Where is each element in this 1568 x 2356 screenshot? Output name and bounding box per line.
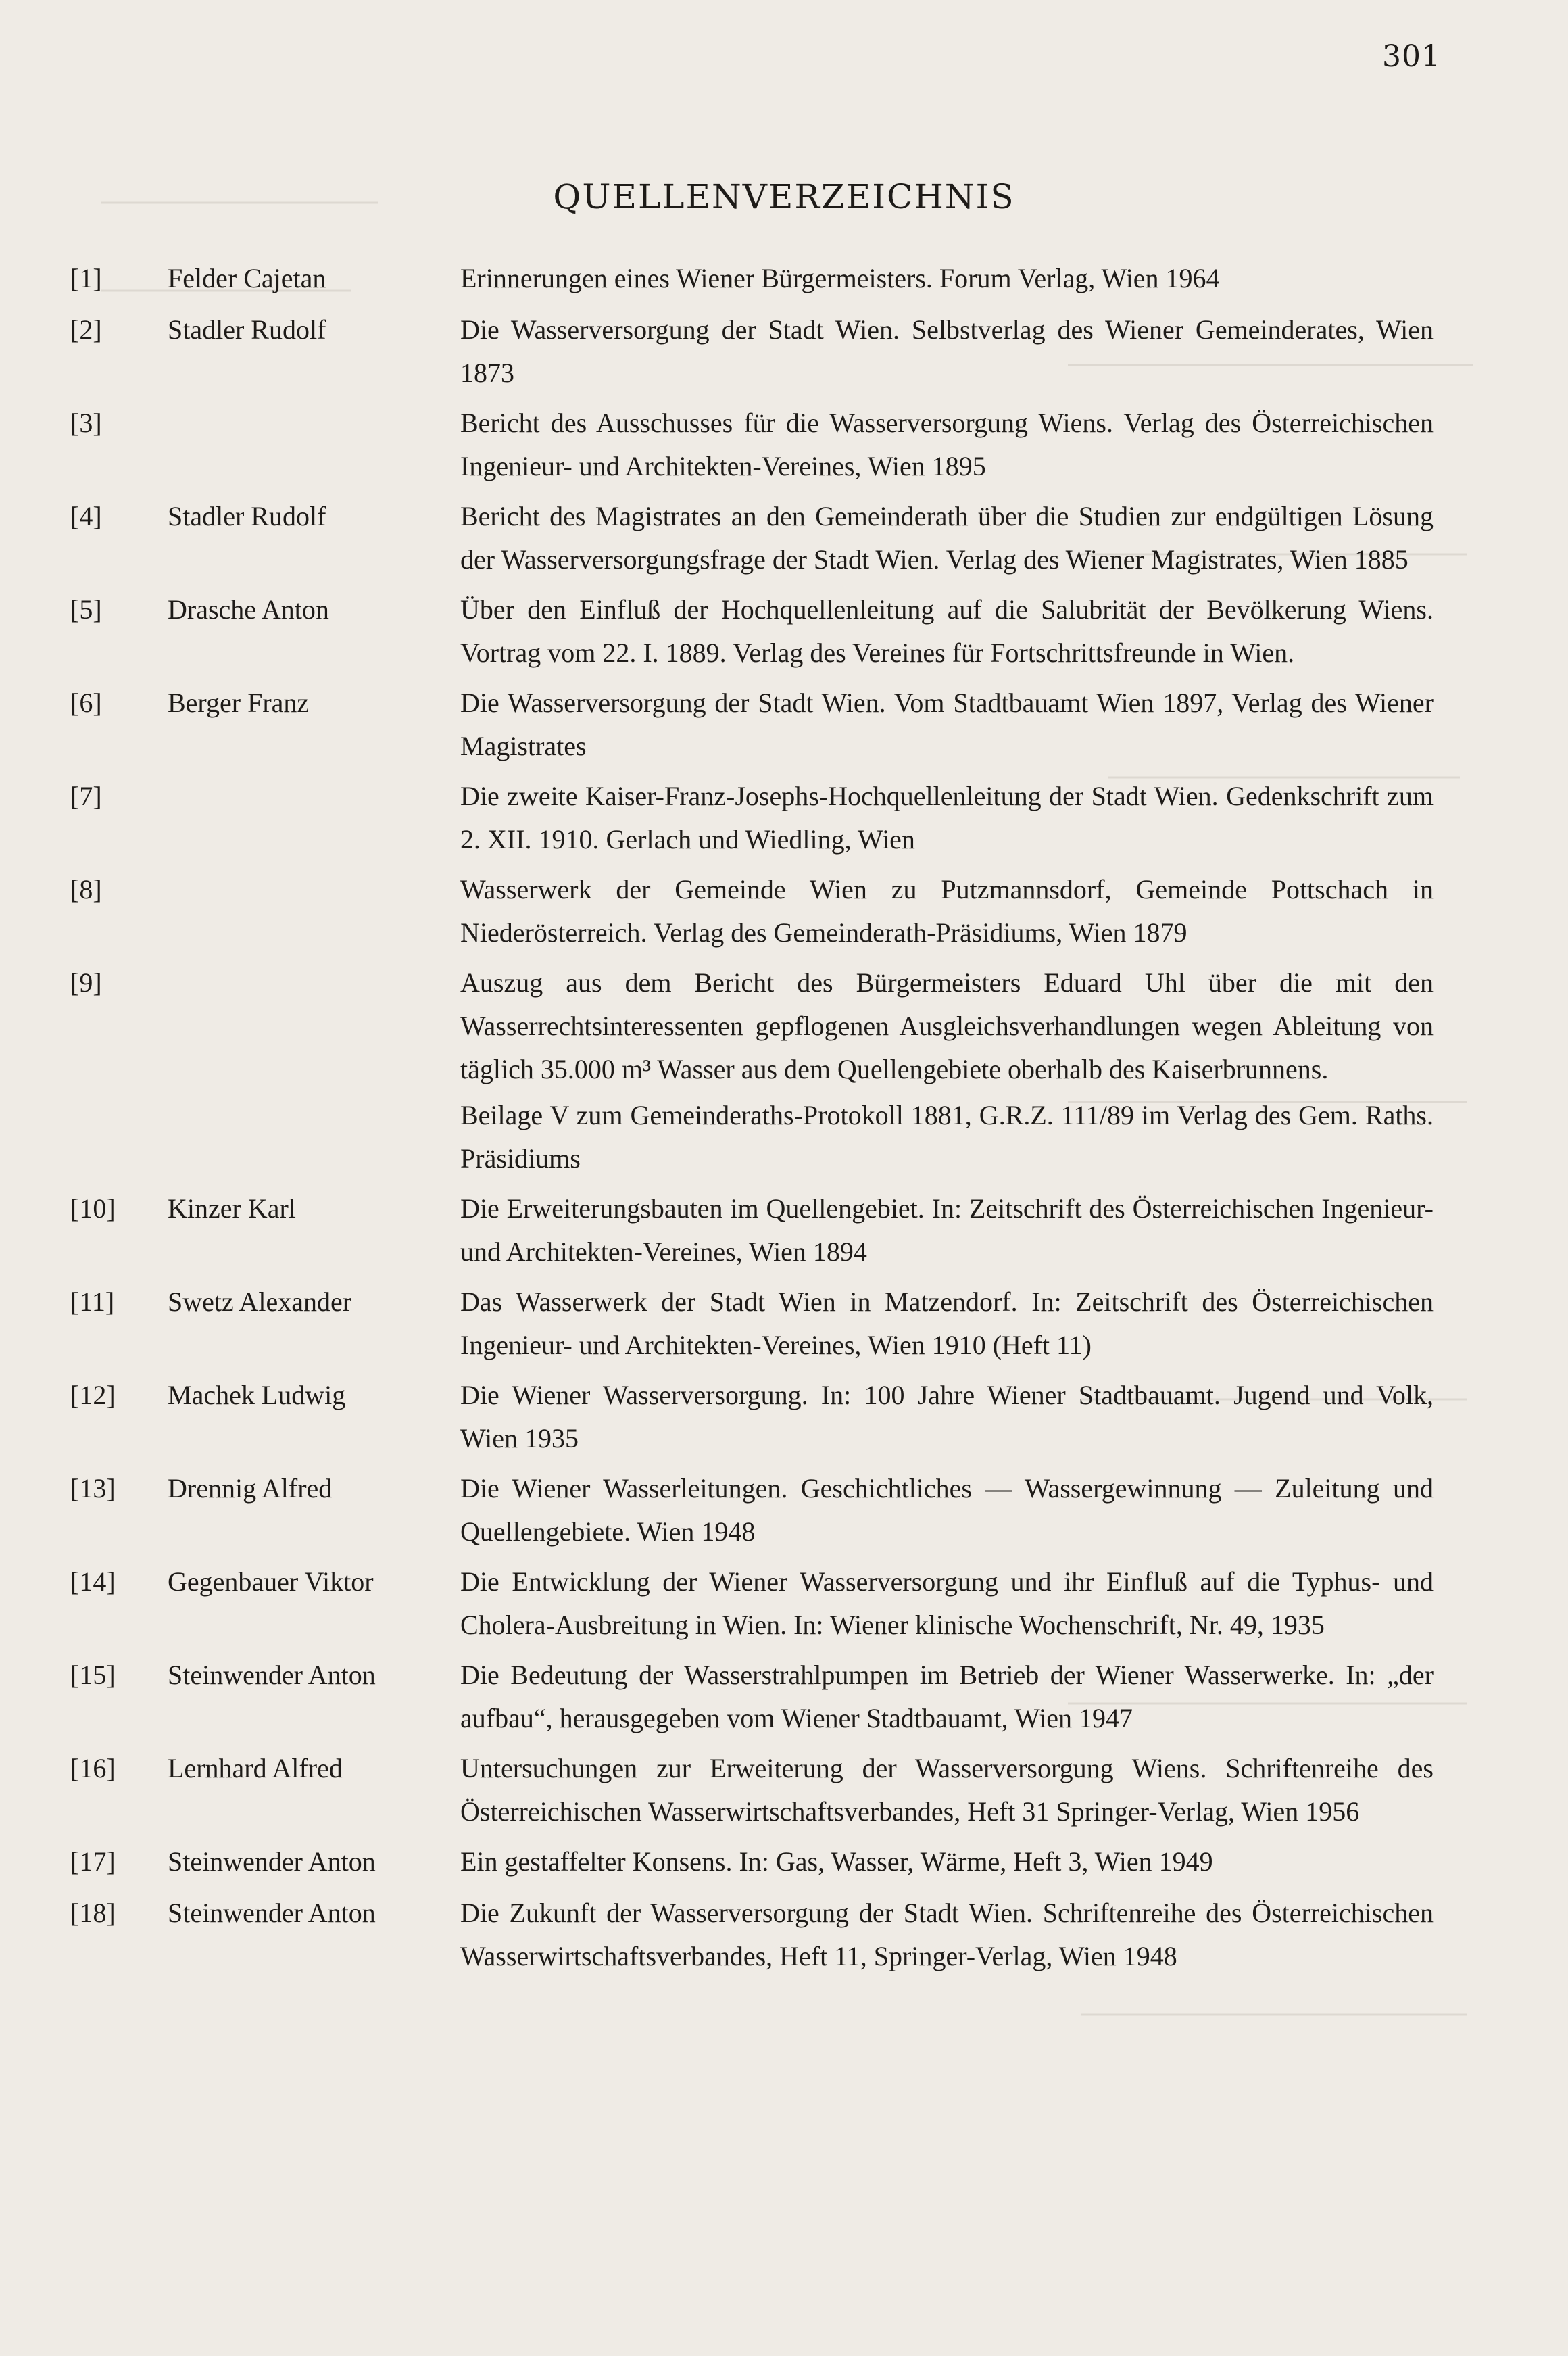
reference-author: Drasche Anton — [168, 594, 329, 625]
reference-text: Die Wiener Wasserversorgung. In: 100 Jahre Wiener Stadtbauamt. Jugend und Volk, Wien 1935 — [460, 1380, 1434, 1453]
reference-author: Lernhard Alfred — [168, 1753, 343, 1783]
reference-entry-11 — [0, 1280, 1568, 1367]
reference-text: Das Wasserwerk der Stadt Wien in Matzendorf. In: Zeitschrift des Österreichischen Ingenieur- und Architekten-Vereines, Wien 1910 (Heft 11) — [460, 1287, 1434, 1360]
reference-number: [14] — [70, 1566, 116, 1597]
reference-number: [2] — [70, 314, 102, 345]
reference-entry-16 — [0, 1747, 1568, 1833]
reference-author: Berger Franz — [168, 688, 310, 718]
reference-number: [3] — [70, 408, 102, 438]
reference-number: [5] — [70, 594, 102, 625]
reference-author: Gegenbauer Viktor — [168, 1566, 374, 1597]
reference-author: Steinwender Anton — [168, 1846, 376, 1877]
reference-text: Die Wasserversorgung der Stadt Wien. Selbstverlag des Wiener Gemeinderates, Wien 1873 — [460, 314, 1434, 388]
reference-entry-2 — [0, 308, 1568, 395]
reference-author: Stadler Rudolf — [168, 501, 326, 531]
page-number: 301 — [1382, 39, 1441, 74]
reference-number: [12] — [70, 1380, 116, 1410]
reference-note: Beilage V zum Gemeinderaths-Protokoll 1881, G.R.Z. 111/89 im Verlag des Gem. Raths. Präsidiums — [460, 1100, 1434, 1174]
reference-entry-1 — [0, 257, 1568, 302]
reference-entry-12 — [0, 1374, 1568, 1460]
reference-list — [0, 257, 1568, 1985]
reference-entry-10 — [0, 1187, 1568, 1274]
page-title: QUELLENVERZEICHNIS — [553, 177, 1015, 216]
reference-text: Wasserwerk der Gemeinde Wien zu Putzmannsdorf, Gemeinde Pottschach in Niederösterreich. Verlag des Gemeinderath-Präsidiums, Wien 1879 — [460, 874, 1434, 948]
reference-text: Ein gestaffelter Konsens. In: Gas, Wasser, Wärme, Heft 3, Wien 1949 — [460, 1846, 1213, 1877]
reference-number: [10] — [70, 1193, 116, 1224]
reference-number: [18] — [70, 1898, 116, 1928]
reference-entry-4 — [0, 495, 1568, 581]
reference-text: Die zweite Kaiser-Franz-Josephs-Hochquellenleitung der Stadt Wien. Gedenkschrift zum 2. XII. 1910. Gerlach und Wiedling, Wien — [460, 781, 1434, 855]
reference-text: Die Entwicklung der Wiener Wasserversorgung und ihr Einfluß auf die Typhus- und Cholera-Ausbreitung in Wien. In: Wiener klinische Wochenschrift, Nr. 49, 1935 — [460, 1566, 1434, 1640]
reference-entry-18 — [0, 1892, 1568, 1978]
reference-text: Bericht des Ausschusses für die Wasserversorgung Wiens. Verlag des Österreichischen Ingenieur- und Architekten-Vereines, Wien 1895 — [460, 408, 1434, 481]
reference-entry-3 — [0, 402, 1568, 488]
reference-number: [15] — [70, 1660, 116, 1690]
reference-entry-17 — [0, 1840, 1568, 1885]
reference-entry-9 — [0, 961, 1568, 1180]
reference-entry-5 — [0, 588, 1568, 675]
reference-author: Machek Ludwig — [168, 1380, 346, 1410]
reference-author: Drennig Alfred — [168, 1473, 333, 1504]
reference-author: Felder Cajetan — [168, 263, 326, 293]
reference-entry-6 — [0, 681, 1568, 768]
reference-text: Erinnerungen eines Wiener Bürgermeisters. Forum Verlag, Wien 1964 — [460, 263, 1220, 293]
reference-author: Stadler Rudolf — [168, 314, 326, 345]
reference-text: Die Wiener Wasserleitungen. Geschichtliches — Wassergewinnung — Zuleitung und Quellengebiete. Wien 1948 — [460, 1473, 1434, 1547]
reference-number: [11] — [70, 1287, 115, 1317]
reference-text: Bericht des Magistrates an den Gemeinderath über die Studien zur endgültigen Lösung der Wasserversorgungsfrage der Stadt Wien. Verlag des Wiener Magistrates, Wien 1885 — [460, 501, 1434, 575]
reference-number: [8] — [70, 874, 102, 905]
reference-author: Swetz Alexander — [168, 1287, 352, 1317]
reference-number: [4] — [70, 501, 102, 531]
reference-author: Steinwender Anton — [168, 1660, 376, 1690]
reference-author: Steinwender Anton — [168, 1898, 376, 1928]
reference-entry-15 — [0, 1654, 1568, 1740]
reference-entry-13 — [0, 1467, 1568, 1554]
reference-text: Auszug aus dem Bericht des Bürgermeisters Eduard Uhl über die mit den Wasserrechtsinteressenten gepflogenen Ausgleichsverhandlungen wegen Ableitung von täglich 35.000 m³ Wasser aus dem Quellengebiete oberhalb des Kaiserbrunnens. — [460, 967, 1434, 1084]
reference-number: [6] — [70, 688, 102, 718]
reference-number: [16] — [70, 1753, 116, 1783]
reference-text: Über den Einfluß der Hochquellenleitung auf die Salubrität der Bevölkerung Wiens. Vortrag vom 22. I. 1889. Verlag des Vereines für Fortschrittsfreunde in Wien. — [460, 594, 1434, 668]
reference-number: [17] — [70, 1846, 116, 1877]
reference-text: Die Erweiterungsbauten im Quellengebiet. In: Zeitschrift des Österreichischen Ingenieur- und Architekten-Vereines, Wien 1894 — [460, 1193, 1434, 1267]
reference-number: [7] — [70, 781, 102, 811]
reference-text: Die Bedeutung der Wasserstrahlpumpen im Betrieb der Wiener Wasserwerke. In: „der aufbau“, herausgegeben vom Wiener Stadtbauamt, Wien 1947 — [460, 1660, 1434, 1733]
reference-text: Die Wasserversorgung der Stadt Wien. Vom Stadtbauamt Wien 1897, Verlag des Wiener Magistrates — [460, 688, 1434, 761]
reference-entry-7 — [0, 775, 1568, 861]
reference-text: Die Zukunft der Wasserversorgung der Stadt Wien. Schriftenreihe des Österreichischen Wasserwirtschaftsverbandes, Heft 11, Springer-Verlag, Wien 1948 — [460, 1898, 1434, 1971]
reference-author: Kinzer Karl — [168, 1193, 296, 1224]
reference-number: [13] — [70, 1473, 116, 1504]
reference-entry-14 — [0, 1560, 1568, 1647]
reference-number: [9] — [70, 967, 102, 998]
reference-number: [1] — [70, 263, 102, 293]
reference-entry-8 — [0, 868, 1568, 955]
reference-text: Untersuchungen zur Erweiterung der Wasserversorgung Wiens. Schriftenreihe des Österreichischen Wasserwirtschaftsverbandes, Heft 31 Springer-Verlag, Wien 1956 — [460, 1753, 1434, 1827]
